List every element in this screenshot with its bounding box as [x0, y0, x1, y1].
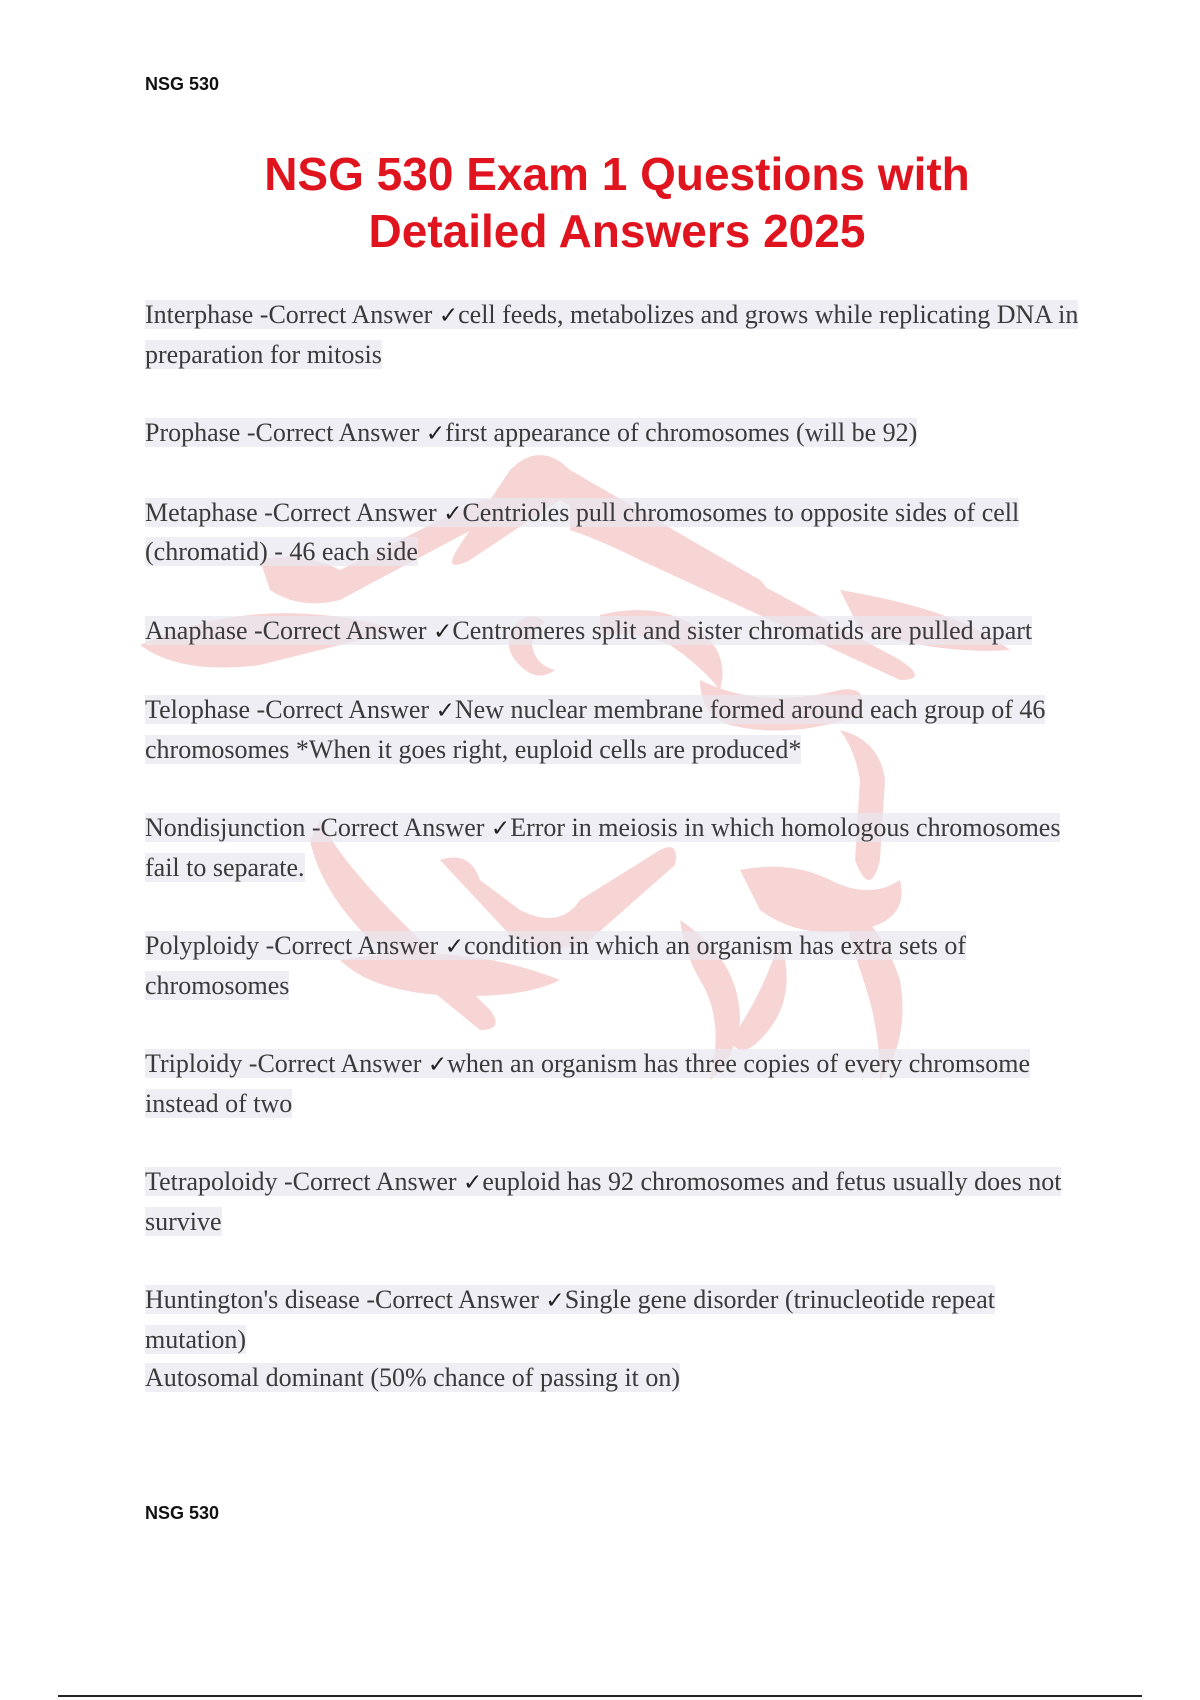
qa-term: Huntington's disease: [145, 1285, 360, 1314]
qa-item-polyploidy: [145, 927, 1095, 1005]
qa-separator: -Correct Answer: [359, 1285, 546, 1314]
qa-separator: -Correct Answer: [257, 497, 444, 527]
page-footer-label: NSG 530: [145, 1503, 220, 1523]
qa-term: Anaphase: [145, 615, 248, 645]
qa-answer: Single gene disorder (trinucleotide repeat mutation): [145, 1285, 995, 1354]
qa-list: [145, 296, 1095, 1438]
qa-separator: -Correct Answer: [250, 695, 436, 724]
qa-item-anaphase: [145, 612, 1095, 652]
qa-separator: -Correct Answer: [277, 1167, 464, 1196]
qa-answer: Error in meiosis in which homologous chromosomes fail to separate.: [145, 813, 1061, 882]
qa-separator: -Correct Answer: [305, 813, 491, 842]
qa-item-prophase: [145, 414, 1095, 454]
qa-term: Metaphase: [145, 497, 258, 527]
qa-answer: New nuclear membrane formed around each group of 46 chromosomes *When it goes right, euploid cells are produced*: [145, 695, 1046, 764]
check-mark-icon: ✓: [435, 698, 455, 724]
qa-term: Polyploidy: [145, 931, 260, 960]
check-mark-icon: ✓: [438, 303, 459, 329]
qa-term: Interphase: [145, 300, 254, 329]
qa-item-telophase: [145, 691, 1095, 769]
qa-item-triploidy: [145, 1045, 1095, 1123]
qa-separator: -Correct Answer: [240, 418, 426, 447]
qa-separator: -Correct Answer: [247, 615, 434, 645]
title-line-2: Detailed Answers 2025: [368, 205, 866, 257]
qa-term: Nondisjunction: [145, 813, 306, 842]
check-mark-icon: ✓: [463, 1170, 483, 1196]
qa-separator: -Correct Answer: [253, 300, 439, 329]
qa-answer: first appearance of chromosomes (will be 92): [445, 418, 918, 447]
qa-term: Telophase: [145, 695, 251, 724]
qa-term: Tetrapoloidy: [145, 1167, 278, 1196]
qa-item-interphase: [145, 296, 1095, 374]
check-mark-icon: ✓: [427, 1052, 448, 1078]
qa-answer: Centrioles pull chromosomes to opposite sides of cell (chromatid) - 46 each side: [145, 497, 1020, 566]
title-line-1: NSG 530 Exam 1 Questions with: [264, 148, 970, 200]
check-mark-icon: ✓: [444, 934, 464, 960]
qa-item-huntingtons-disease: [145, 1281, 1095, 1398]
check-mark-icon: ✓: [433, 618, 453, 645]
page-bottom-rule: [58, 1695, 1142, 1697]
qa-answer: Centromeres split and sister chromatids are pulled apart: [452, 615, 1033, 645]
check-mark-icon: ✓: [425, 421, 446, 447]
qa-answer: when an organism has three copies of every chromsome instead of two: [145, 1049, 1031, 1118]
page-header-label: NSG 530: [145, 74, 220, 94]
qa-answer: cell feeds, metabolizes and grows while replicating DNA in preparation for mitosis: [145, 300, 1079, 369]
check-mark-icon: ✓: [545, 1288, 565, 1314]
qa-item-nondisjunction: [145, 809, 1095, 887]
check-mark-icon: ✓: [443, 500, 463, 527]
qa-term: Triploidy: [145, 1049, 243, 1078]
qa-answer: euploid has 92 chromosomes and fetus usually does not survive: [145, 1167, 1062, 1236]
document-title: [145, 146, 1089, 260]
check-mark-icon: ✓: [490, 816, 511, 842]
qa-separator: -Correct Answer: [242, 1049, 428, 1078]
qa-term: Prophase: [145, 418, 241, 447]
qa-separator: -Correct Answer: [259, 931, 445, 960]
qa-answer-extra: Autosomal dominant (50% chance of passing it on): [145, 1363, 681, 1392]
qa-answer: condition in which an organism has extra sets of chromosomes: [145, 931, 967, 1000]
qa-item-metaphase: [145, 494, 1095, 572]
qa-item-tetrapoloidy: [145, 1163, 1095, 1241]
